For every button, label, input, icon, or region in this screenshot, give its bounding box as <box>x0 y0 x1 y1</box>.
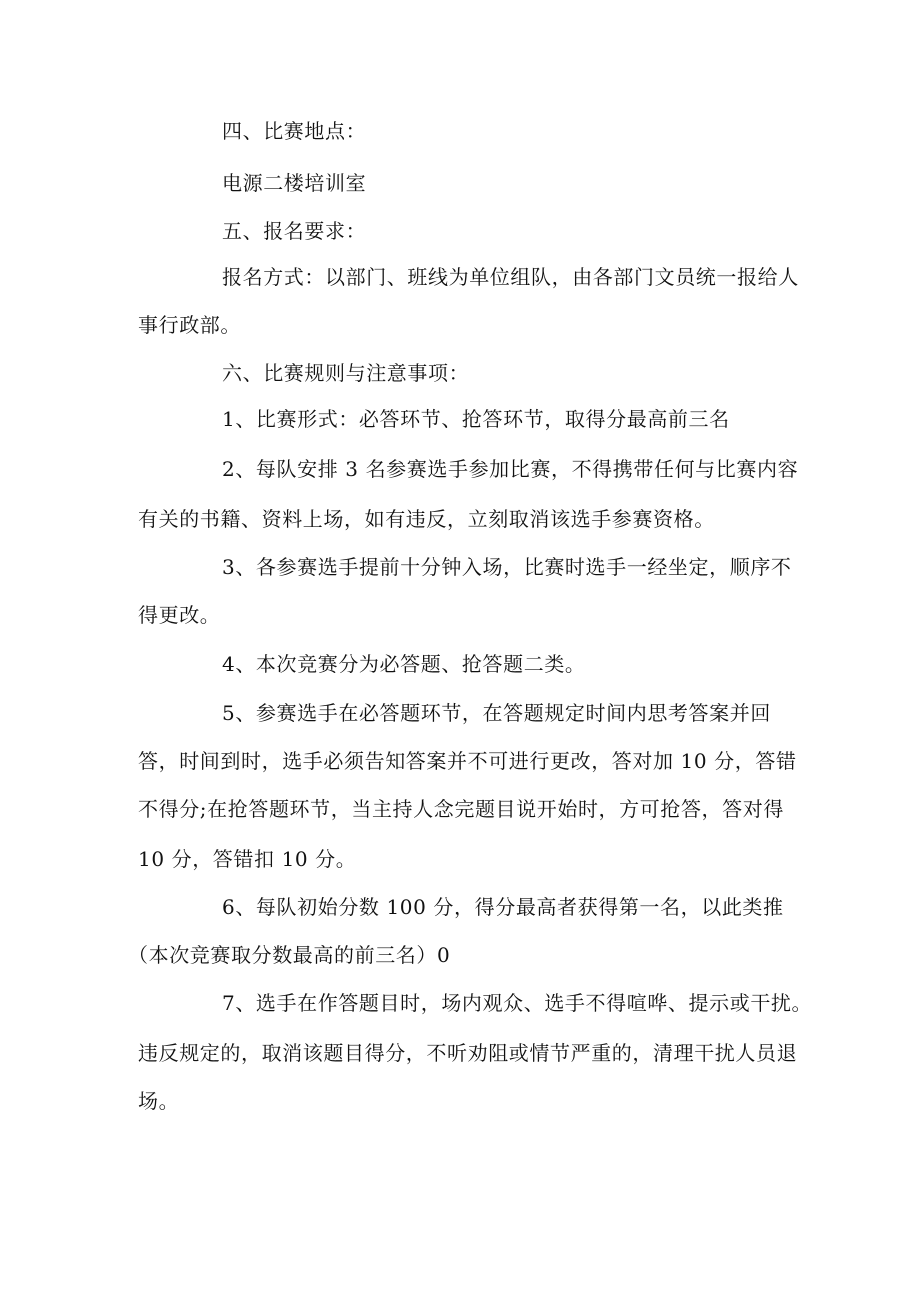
rule-item: 7、选手在作答题目时，场内观众、选手不得喧哗、提示或干扰。 <box>222 991 813 1015</box>
paragraph-line: 违反规定的，取消该题目得分，不听劝阻或情节严重的，清理干扰人员退 <box>138 1041 798 1065</box>
paragraph-line: 场。 <box>138 1089 180 1113</box>
rule-item: 1、比赛形式：必答环节、抢答环节，取得分最高前三名 <box>222 407 730 431</box>
paragraph-line: 有关的书籍、资料上场，如有违反，立刻取消该选手参赛资格。 <box>138 507 715 531</box>
paragraph-line: （本次竞赛取分数最高的前三名）0 <box>128 943 451 967</box>
paragraph-line: 10 分，答错扣 10 分。 <box>138 847 357 871</box>
section-heading-rules: 六、比赛规则与注意事项： <box>222 361 470 385</box>
paragraph-line: 得更改。 <box>138 603 221 627</box>
paragraph-line: 报名方式：以部门、班线为单位组队，由各部门文员统一报给人 <box>222 265 799 289</box>
paragraph-line: 答，时间到时，选手必须告知答案并不可进行更改，答对加 10 分，答错 <box>138 749 797 773</box>
section-heading-venue: 四、比赛地点： <box>222 119 367 143</box>
section-heading-registration: 五、报名要求： <box>222 219 367 243</box>
rule-item: 2、每队安排 3 名参赛选手参加比赛，不得携带任何与比赛内容 <box>222 457 799 481</box>
paragraph-line: 事行政部。 <box>138 313 241 337</box>
rule-item: 6、每队初始分数 100 分，得分最高者获得第一名，以此类推 <box>222 895 784 919</box>
rule-item: 3、各参赛选手提前十分钟入场，比赛时选手一经坐定，顺序不 <box>222 555 792 579</box>
rule-item: 5、参赛选手在必答题环节，在答题规定时间内思考答案并回 <box>222 701 771 725</box>
rule-item: 4、本次竞赛分为必答题、抢答题二类。 <box>222 652 586 676</box>
venue-text: 电源二楼培训室 <box>222 171 367 195</box>
paragraph-line: 不得分;在抢答题环节，当主持人念完题目说开始时，方可抢答，答对得 <box>138 797 784 821</box>
